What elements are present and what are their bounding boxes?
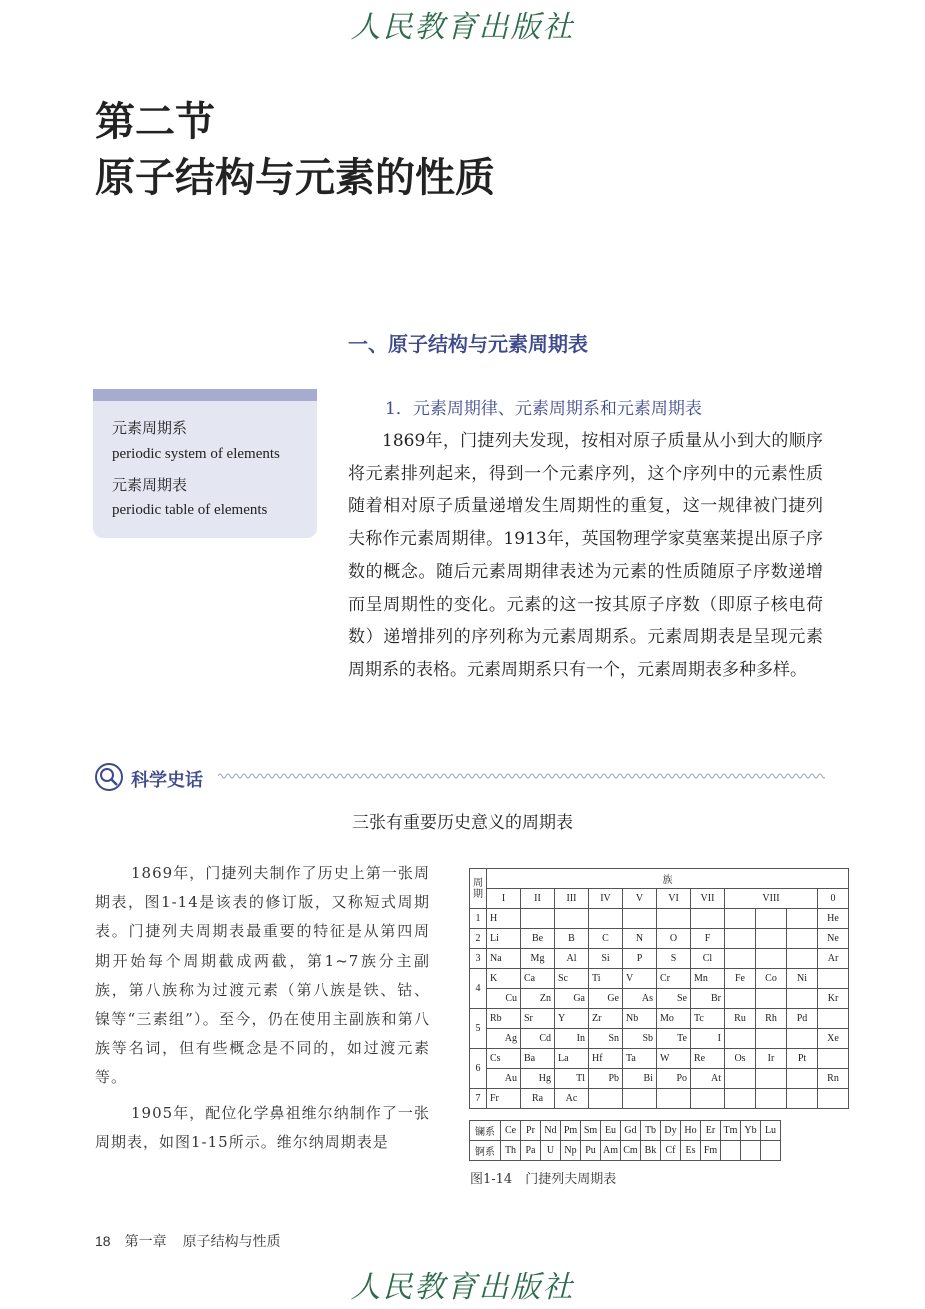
figure-caption: 图1-14 门捷列夫周期表 (470, 1172, 617, 1187)
term-en: periodic table of elements (112, 502, 268, 518)
table-cell (756, 989, 787, 1009)
table-cell: Pm (561, 1121, 581, 1141)
table-cell: Ge (589, 989, 623, 1009)
table-cell: Ir (756, 1049, 787, 1069)
table-cell: Rb (487, 1009, 521, 1029)
paragraph: 1869年，门捷列夫发现，按相对原子质量从小到大的顺序将元素排列起来，得到一个元素序列，这个序列中的元素性质随着相对原子质量递增发生周期性的重复，这一规律被门捷列夫称作元素周期律。1913年，英国物理学家莫塞莱提出原子序数的概念。随后元素周期律表述为元素的性质随原子序数递增而呈周期性的变化。元素的这一按其原子序数（即原子核电荷数）递增排列的序列称为元素周期系。元素周期表是呈现元素周期系的表格。元素周期系只有一个，元素周期表多种多样。 (348, 431, 823, 680)
table-cell: Al (555, 949, 589, 969)
table-cell: Cm (621, 1141, 641, 1161)
history-box-label: 科学史话 (131, 770, 203, 791)
term-en: periodic system of elements (112, 446, 280, 462)
table-cell (761, 1141, 781, 1161)
table-cell: Ra (521, 1089, 555, 1109)
table-cell: Pu (581, 1141, 601, 1161)
table-cell: Pt (787, 1049, 818, 1069)
table-cell: 周期 (470, 869, 487, 909)
table-cell: Au (487, 1069, 521, 1089)
table-cell: Re (691, 1049, 725, 1069)
table-row (470, 929, 849, 949)
subsection-heading: 1．元素周期律、元素周期系和元素周期表 (385, 399, 702, 419)
table-cell (721, 1141, 741, 1161)
table-cell (691, 1089, 725, 1109)
table-cell (725, 909, 756, 929)
table-cell: H (487, 909, 521, 929)
table-cell: Am (601, 1141, 621, 1161)
table-cell: Pb (589, 1069, 623, 1089)
table-cell: Be (521, 929, 555, 949)
table-cell (756, 1089, 787, 1109)
table-cell: Mo (657, 1009, 691, 1029)
wave-divider (218, 770, 825, 782)
table-cell: F (691, 929, 725, 949)
table-cell: Mn (691, 969, 725, 989)
table-cell: Ce (501, 1121, 521, 1141)
history-box-title: 三张有重要历史意义的周期表 (352, 813, 573, 833)
table-cell: Br (691, 989, 725, 1009)
table-cell (691, 909, 725, 929)
publisher-logo-top: 人民教育出版社 (350, 10, 575, 45)
microscope-icon (94, 762, 124, 792)
lanthanide-actinide-table (469, 1120, 781, 1161)
glossary-sidebar (93, 389, 317, 538)
table-cell (818, 1049, 849, 1069)
table-cell (589, 1089, 623, 1109)
table-cell (787, 1089, 818, 1109)
table-cell: Nb (623, 1009, 657, 1029)
term-zh: 元素周期系 (112, 421, 188, 437)
table-cell: La (555, 1049, 589, 1069)
table-cell: C (589, 929, 623, 949)
table-cell: Sm (581, 1121, 601, 1141)
table-cell: 1 (470, 909, 487, 929)
table-cell: Y (555, 1009, 589, 1029)
table-cell: Bk (641, 1141, 661, 1161)
table-cell: VII (691, 889, 725, 909)
table-cell: B (555, 929, 589, 949)
table-cell (787, 1029, 818, 1049)
table-cell (657, 909, 691, 929)
table-cell: Ar (818, 949, 849, 969)
table-cell: Cu (487, 989, 521, 1009)
table-cell: W (657, 1049, 691, 1069)
table-cell: Zn (521, 989, 555, 1009)
table-cell: Yb (741, 1121, 761, 1141)
table-cell: U (541, 1141, 561, 1161)
footer-chapter: 第一章 (124, 1234, 167, 1250)
table-row (470, 949, 849, 969)
table-cell: Te (657, 1029, 691, 1049)
table-cell (657, 1089, 691, 1109)
table-cell: Lu (761, 1121, 781, 1141)
body-text (348, 425, 823, 687)
table-cell: 4 (470, 969, 487, 1009)
table-cell: Nd (541, 1121, 561, 1141)
table-cell: O (657, 929, 691, 949)
table-cell (787, 1069, 818, 1089)
publisher-logo-bottom: 人民教育出版社 (350, 1270, 575, 1305)
series-label: 镧系 (470, 1121, 501, 1141)
table-cell (623, 909, 657, 929)
table-cell: Os (725, 1049, 756, 1069)
table-cell: 0 (818, 889, 849, 909)
table-cell (756, 1029, 787, 1049)
table-cell: VI (657, 889, 691, 909)
table-row (470, 909, 849, 929)
table-cell: Tl (555, 1069, 589, 1089)
section-heading: 一、原子结构与元素周期表 (348, 332, 588, 356)
table-cell: 2 (470, 929, 487, 949)
table-cell: 6 (470, 1049, 487, 1089)
table-cell: Pa (521, 1141, 541, 1161)
table-cell: Cd (521, 1029, 555, 1049)
table-cell: Ba (521, 1049, 555, 1069)
series-label: 锕系 (470, 1141, 501, 1161)
table-cell (756, 909, 787, 929)
table-cell: At (691, 1069, 725, 1089)
table-cell: Sr (521, 1009, 555, 1029)
table-cell: Ho (681, 1121, 701, 1141)
table-cell: Fm (701, 1141, 721, 1161)
table-cell: K (487, 969, 521, 989)
table-cell (725, 949, 756, 969)
table-cell: Kr (818, 989, 849, 1009)
page-footer (95, 1231, 281, 1251)
table-cell: Li (487, 929, 521, 949)
table-cell (756, 929, 787, 949)
table-cell: Pd (787, 1009, 818, 1029)
table-cell (756, 949, 787, 969)
table-cell (741, 1141, 761, 1161)
table-row (470, 1049, 849, 1069)
mendeleev-periodic-table (469, 868, 849, 1109)
table-cell: Rn (818, 1069, 849, 1089)
table-cell: Eu (601, 1121, 621, 1141)
sidebar-top-bar (93, 389, 317, 401)
table-cell (818, 1009, 849, 1029)
table-cell: Cs (487, 1049, 521, 1069)
table-cell (818, 1089, 849, 1109)
table-cell: Po (657, 1069, 691, 1089)
table-cell: Se (657, 989, 691, 1009)
table-cell: Ca (521, 969, 555, 989)
table-cell: V (623, 969, 657, 989)
table-cell: Cr (657, 969, 691, 989)
table-cell: III (555, 889, 589, 909)
table-row (470, 1029, 849, 1049)
table-cell: Th (501, 1141, 521, 1161)
page-title: 原子结构与元素的性质 (95, 154, 495, 201)
table-cell: Sn (589, 1029, 623, 1049)
table-cell: Tc (691, 1009, 725, 1029)
table-cell: He (818, 909, 849, 929)
table-cell: Er (701, 1121, 721, 1141)
table-cell: Tm (721, 1121, 741, 1141)
table-cell: Cf (661, 1141, 681, 1161)
table-cell: Ac (555, 1089, 589, 1109)
table-cell (725, 1069, 756, 1089)
table-cell: Si (589, 949, 623, 969)
table-cell: As (623, 989, 657, 1009)
table-cell: Ne (818, 929, 849, 949)
table-cell: Ta (623, 1049, 657, 1069)
table-cell: P (623, 949, 657, 969)
table-row (470, 1069, 849, 1089)
table-cell (787, 909, 818, 929)
table-cell: Sb (623, 1029, 657, 1049)
table-row (470, 1089, 849, 1109)
table-cell: Ni (787, 969, 818, 989)
table-cell: Fr (487, 1089, 521, 1109)
table-cell: Cl (691, 949, 725, 969)
table-cell: Dy (661, 1121, 681, 1141)
table-cell (818, 969, 849, 989)
table-cell: Tb (641, 1121, 661, 1141)
table-cell: II (521, 889, 555, 909)
table-cell (787, 989, 818, 1009)
table-cell: Bi (623, 1069, 657, 1089)
table-cell: In (555, 1029, 589, 1049)
table-cell: 3 (470, 949, 487, 969)
table-cell: VIII (725, 889, 818, 909)
table-cell: Ti (589, 969, 623, 989)
table-cell (521, 909, 555, 929)
table-cell (756, 1069, 787, 1089)
table-cell (787, 949, 818, 969)
table-cell: S (657, 949, 691, 969)
table-cell: N (623, 929, 657, 949)
table-cell: Np (561, 1141, 581, 1161)
table-cell: 族 (487, 869, 849, 889)
table-cell: Pr (521, 1121, 541, 1141)
table-cell: 5 (470, 1009, 487, 1049)
page-number: 18 (95, 1233, 111, 1249)
history-text (95, 859, 430, 1157)
table-row (470, 869, 849, 889)
table-row (470, 1141, 781, 1161)
table-cell: Gd (621, 1121, 641, 1141)
table-cell: Mg (521, 949, 555, 969)
table-row (470, 889, 849, 909)
table-cell: Co (756, 969, 787, 989)
table-cell (725, 1089, 756, 1109)
table-row (470, 1121, 781, 1141)
table-cell (725, 989, 756, 1009)
section-number: 第二节 (95, 98, 215, 145)
table-row (470, 989, 849, 1009)
table-cell (623, 1089, 657, 1109)
table-cell: Ga (555, 989, 589, 1009)
table-cell: Hf (589, 1049, 623, 1069)
paragraph: 1905年，配位化学鼻祖维尔纳制作了一张周期表，如图1-15所示。维尔纳周期表是 (95, 1103, 430, 1151)
table-cell: Hg (521, 1069, 555, 1089)
table-cell: Zr (589, 1009, 623, 1029)
table-row (470, 969, 849, 989)
table-row (470, 1009, 849, 1029)
table-cell: Xe (818, 1029, 849, 1049)
table-cell (589, 909, 623, 929)
table-cell: 7 (470, 1089, 487, 1109)
table-cell: Ag (487, 1029, 521, 1049)
periodic-table-grid (469, 868, 849, 1109)
table-cell: Fe (725, 969, 756, 989)
table-cell: I (487, 889, 521, 909)
table-cell: Rh (756, 1009, 787, 1029)
table-cell (787, 929, 818, 949)
term-zh: 元素周期表 (112, 478, 188, 494)
paragraph: 1869年，门捷列夫制作了历史上第一张周期表，图1-14是该表的修订版，又称短式周期表。门捷列夫周期表最重要的特征是从第四周期开始每个周期截成两截，第1~7族分主副族，第八族称为过渡元素（第八族是铁、钴、镍等“三素组”）。至今，仍在使用主副族和第八族等名词，但有些概念是不同的，如过渡元素等。 (95, 864, 430, 1087)
series-grid (469, 1120, 781, 1161)
table-cell: Sc (555, 969, 589, 989)
table-cell: IV (589, 889, 623, 909)
table-cell (725, 929, 756, 949)
table-cell: I (691, 1029, 725, 1049)
table-cell: Es (681, 1141, 701, 1161)
table-cell: V (623, 889, 657, 909)
table-cell (555, 909, 589, 929)
table-cell: Ru (725, 1009, 756, 1029)
table-cell (725, 1029, 756, 1049)
table-cell: Na (487, 949, 521, 969)
footer-chapter-title: 原子结构与性质 (182, 1234, 281, 1250)
